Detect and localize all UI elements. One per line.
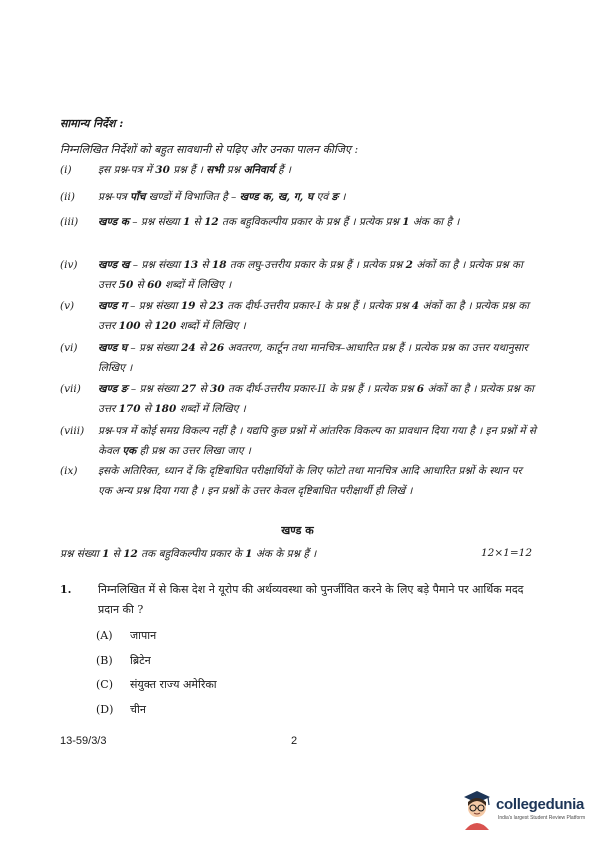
general-instructions-heading: सामान्य निर्देश : <box>60 117 124 130</box>
option-text: जापान <box>130 629 157 642</box>
brand-tagline: India's largest Student Review Platform <box>498 815 586 821</box>
student-avatar-icon <box>460 788 494 830</box>
instruction-item <box>60 379 538 419</box>
instruction-item <box>60 187 538 207</box>
brand-logo <box>460 788 588 832</box>
instruction-text: खण्ड क – प्रश्न संख्या 1 से 12 तक बहुविकल्पीय प्रकार के प्रश्न हैं । प्रत्येक प्रश्न 1 अंक का है । <box>98 216 460 228</box>
section-title: खण्ड क <box>281 524 314 537</box>
option-label: (B) <box>96 654 113 667</box>
instruction-item <box>60 212 538 232</box>
instruction-item <box>60 296 538 336</box>
instruction-number: (ii) <box>60 191 75 203</box>
option-text: ब्रिटेन <box>130 654 151 667</box>
instruction-text: खण्ड ङ – प्रश्न संख्या 27 से 30 तक दीर्घ-उत्तरीय प्रकार-II के प्रश्न हैं । प्रत्येक प्रश्न 6 अंकों का है । प्रत्येक प्रश्न का उत्तर 170 से 180 शब्दों में लिखिए । <box>98 383 534 415</box>
instruction-item <box>60 461 538 501</box>
brand-name: collegedunia <box>496 796 585 813</box>
option-b <box>96 653 151 668</box>
instruction-number: (vi) <box>60 342 78 354</box>
option-d <box>96 702 146 717</box>
option-label: (A) <box>96 629 113 642</box>
instruction-number: (iv) <box>60 259 78 271</box>
option-text: चीन <box>130 703 146 716</box>
instruction-item <box>60 421 538 461</box>
instruction-text: खण्ड घ – प्रश्न संख्या 24 से 26 अवतरण, कार्टून तथा मानचित्र–आधारित प्रश्न हैं । प्रत्येक प्रश्न का उत्तर यथानुसार लिखिए । <box>98 342 528 374</box>
instruction-number: (i) <box>60 164 72 176</box>
instruction-number: (vii) <box>60 383 81 395</box>
instruction-text: प्रश्न-पत्र पाँच खण्डों में विभाजित है – खण्ड क, ख, ग, घ एवं ङ । <box>98 191 346 203</box>
instruction-text: इस प्रश्न-पत्र में 30 प्रश्न हैं । सभी प्रश्न अनिवार्य हैं । <box>98 164 291 176</box>
option-text: संयुक्त राज्य अमेरिका <box>130 678 217 691</box>
instruction-item <box>60 338 538 378</box>
instruction-item <box>60 255 538 295</box>
paper-code: 13-59/3/3 <box>60 735 107 747</box>
question-text: निम्नलिखित में से किस देश ने यूरोप की अर्थव्यवस्था को पुनर्जीवित करने के लिए बड़े पैमाने पर आर्थिक मदद प्रदान की ? <box>98 583 524 616</box>
section-note: प्रश्न संख्या 1 से 12 तक बहुविकल्पीय प्रकार के 1 अंक के प्रश्न हैं । <box>60 548 317 560</box>
instruction-item <box>60 160 538 180</box>
option-label: (C) <box>96 678 113 691</box>
instruction-text: खण्ड ख – प्रश्न संख्या 13 से 18 तक लघु-उत्तरीय प्रकार के प्रश्न हैं । प्रत्येक प्रश्न 2 अंकों का है । प्रत्येक प्रश्न का उत्तर 50 से 60 शब्दों में लिखिए । <box>98 259 523 291</box>
instruction-text: इसके अतिरिक्त, ध्यान दें कि दृष्टिबाधित परीक्षार्थियों के लिए फोटो तथा मानचित्र आदि आधारित प्रश्नों के स्थान पर एक अन्य प्रश्न दिया गया है । इन प्रश्नों के उत्तर केवल दृष्टिबाधित परीक्षार्थी ही लिखें । <box>98 465 522 497</box>
instruction-text: खण्ड ग – प्रश्न संख्या 19 से 23 तक दीर्घ-उत्तरीय प्रकार-I के प्रश्न हैं । प्रत्येक प्रश्न 4 अंकों का है । प्रत्येक प्रश्न का उत्तर 100 से 120 शब्दों में लिखिए । <box>98 300 529 332</box>
option-a <box>96 628 156 643</box>
instruction-number: (v) <box>60 300 75 312</box>
option-label: (D) <box>96 703 114 716</box>
question-number: 1. <box>60 583 72 596</box>
section-marks: 12×1=12 <box>481 547 532 559</box>
instruction-number: (iii) <box>60 216 79 228</box>
instructions-intro: निम्नलिखित निर्देशों को बहुत सावधानी से पढ़िए और उनका पालन कीजिए : <box>60 143 359 156</box>
instruction-text: प्रश्न-पत्र में कोई समग्र विकल्प नहीं है । यद्यपि कुछ प्रश्नों में आंतरिक विकल्प का प्रावधान दिया गया है । इन प्रश्नों में से केवल एक ही प्रश्न का उत्तर लिखा जाए । <box>98 425 537 457</box>
instruction-number: (viii) <box>60 425 85 437</box>
option-c <box>96 677 217 692</box>
page-number: 2 <box>291 735 298 747</box>
instruction-number: (ix) <box>60 465 78 477</box>
